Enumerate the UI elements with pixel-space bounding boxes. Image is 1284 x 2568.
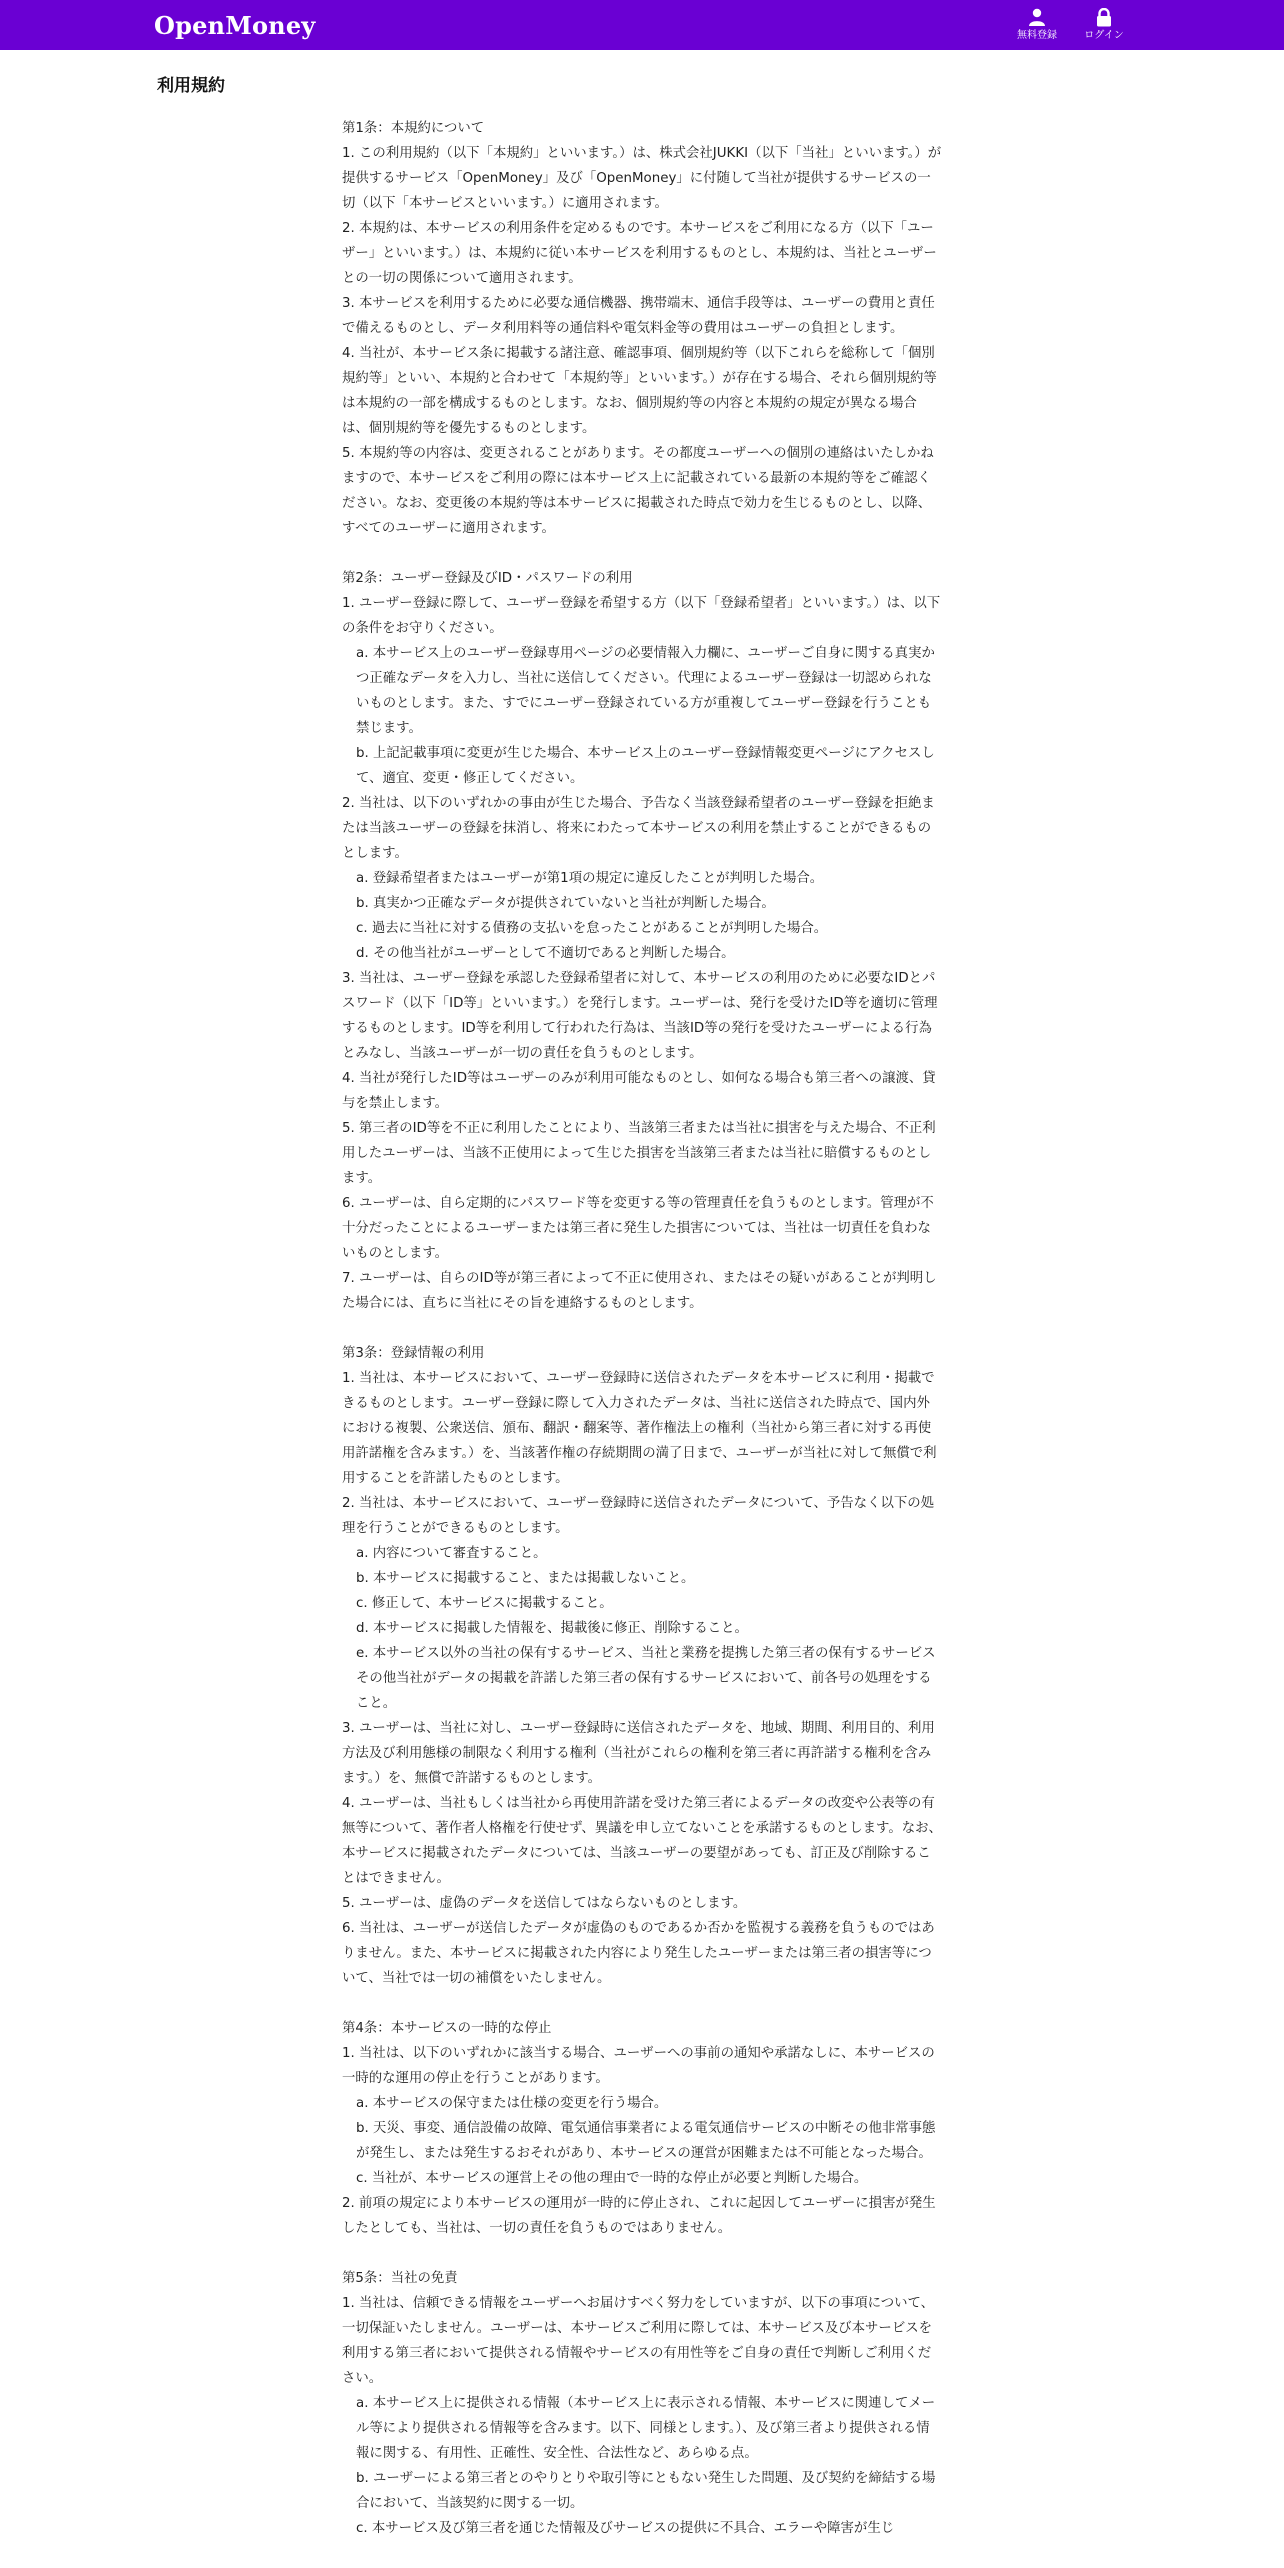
article-item: 2. 当社は、以下のいずれかの事由が生じた場合、予告なく当該登録希望者のユーザー登録を拒絶または当該ユーザーの登録を抹消し、将来にわたって本サービスの利用を禁止することができるものとします。	[342, 796, 935, 861]
article-item: 6. 当社は、ユーザーが送信したデータが虚偽のものであるか否かを監視する義務を負うものではありません。また、本サービスに掲載された内容により発生したユーザーまたは第三者の損害等について、当社では一切の補償をいたしません。	[342, 1921, 935, 1986]
article-subitem: b. 本サービスに掲載すること、または掲載しないこと。	[356, 1571, 695, 1586]
article-section	[342, 2266, 942, 2541]
article-item: 2. 本規約は、本サービスの利用条件を定めるものです。本サービスをご利用になる方（以下「ユーザー」といいます。）は、本規約に従い本サービスを利用するものとし、本規約は、当社とユーザーとの一切の関係について適用されます。	[342, 221, 937, 286]
article-subitem: c. 過去に当社に対する債務の支払いを怠ったことがあることが判明した場合。	[356, 921, 828, 936]
register-label: 無料登録	[1017, 30, 1057, 41]
article-item: 1. ユーザー登録に際して、ユーザー登録を希望する方（以下「登録希望者」といいます。）は、以下の条件をお守りください。	[342, 596, 941, 636]
article-section	[342, 2016, 942, 2241]
article-item: 5. 本規約等の内容は、変更されることがあります。その都度ユーザーへの個別の連絡はいたしかねますので、本サービスをご利用の際には本サービス上に記載されている最新の本規約等をご確認ください。なお、変更後の本規約等は本サービスに掲載された時点で効力を生じるものとし、以降、すべてのユーザーに適用されます。	[342, 446, 934, 536]
article-subitem: b. 天災、事変、通信設備の故障、電気通信事業者による電気通信サービスの中断その他非常事態が発生し、または発生するおそれがあり、本サービスの運営が困難または不可能となった場合。	[356, 2121, 936, 2161]
top-header	[0, 0, 1284, 50]
article-subitem: b. ユーザーによる第三者とのやりとりや取引等にともない発生した問題、及び契約を締結する場合において、当該契約に関する一切。	[356, 2471, 936, 2511]
article-title: 第3条：登録情報の利用	[342, 1346, 485, 1361]
page-title: 利用規約	[157, 76, 225, 96]
article-item: 3. 当社は、ユーザー登録を承認した登録希望者に対して、本サービスの利用のために必要なIDとパスワード（以下「ID等」といいます。）を発行します。ユーザーは、発行を受けたID等を適切に管理するものとします。ID等を利用して行われた行為は、当該ID等の発行を受けたユーザーによる行為とみなし、当該ユーザーが一切の責任を負うものとします。	[342, 971, 938, 1061]
article-title: 第5条：当社の免責	[342, 2271, 458, 2286]
article-subitem: c. 本サービス及び第三者を通じた情報及びサービスの提供に不具合、エラーや障害が生じ	[356, 2521, 895, 2536]
article-title: 第4条：本サービスの一時的な停止	[342, 2021, 552, 2036]
article-item: 2. 前項の規定により本サービスの運用が一時的に停止され、これに起因してユーザーに損害が発生したとしても、当社は、一切の責任を負うものではありません。	[342, 2196, 936, 2236]
article-title: 第1条：本規約について	[342, 121, 485, 136]
article-subitem: e. 本サービス以外の当社の保有するサービス、当社と業務を提携した第三者の保有するサービスその他当社がデータの掲載を許諾した第三者の保有するサービスにおいて、前各号の処理をすること。	[356, 1646, 936, 1711]
article-subitem: b. 上記記載事項に変更が生じた場合、本サービス上のユーザー登録情報変更ページにアクセスして、適宜、変更・修正してください。	[356, 746, 935, 786]
login-label: ログイン	[1084, 30, 1124, 41]
login-button[interactable]	[1074, 8, 1134, 44]
user-icon	[1007, 8, 1067, 27]
article-subitem: b. 真実かつ正確なデータが提供されていないと当社が判断した場合。	[356, 896, 775, 911]
article-section	[342, 566, 942, 1316]
terms-content	[342, 116, 942, 2566]
article-item: 2. 当社は、本サービスにおいて、ユーザー登録時に送信されたデータについて、予告なく以下の処理を行うことができるものとします。	[342, 1496, 935, 1536]
article-subitem: c. 当社が、本サービスの運営上その他の理由で一時的な停止が必要と判断した場合。	[356, 2171, 868, 2186]
article-subitem: a. 本サービス上のユーザー登録専用ページの必要情報入力欄に、ユーザーご自身に関する真実かつ正確なデータを入力し、当社に送信してください。代理によるユーザー登録は一切認められないものとします。また、すでにユーザー登録されている方が重複してユーザー登録を行うことも禁じます。	[356, 646, 935, 736]
register-button[interactable]	[1007, 8, 1067, 44]
article-item: 3. ユーザーは、当社に対し、ユーザー登録時に送信されたデータを、地域、期間、利用目的、利用方法及び利用態様の制限なく利用する権利（当社がこれらの権利を第三者に再許諾する権利を含みます。）を、無償で許諾するものとします。	[342, 1721, 935, 1786]
article-item: 1. 当社は、以下のいずれかに該当する場合、ユーザーへの事前の通知や承諾なしに、本サービスの一時的な運用の停止を行うことがあります。	[342, 2046, 935, 2086]
article-item: 6. ユーザーは、自ら定期的にパスワード等を変更する等の管理責任を負うものとします。管理が不十分だったことによるユーザーまたは第三者に発生した損害については、当社は一切責任を負わないものとします。	[342, 1196, 934, 1261]
article-item: 1. 当社は、本サービスにおいて、ユーザー登録時に送信されたデータを本サービスに利用・掲載できるものとします。ユーザー登録に際して入力されたデータは、当社に送信された時点で、国内外における複製、公衆送信、頒布、翻訳・翻案等、著作権法上の権利（当社から第三者に対する再使用許諾権を含みます。）を、当該著作権の存続期間の満了日まで、ユーザーが当社に対して無償で利用することを許諾したものとします。	[342, 1371, 937, 1486]
article-item: 3. 本サービスを利用するために必要な通信機器、携帯端末、通信手段等は、ユーザーの費用と責任で備えるものとし、データ利用料等の通信料や電気料金等の費用はユーザーの負担とします。	[342, 296, 935, 336]
article-item: 7. ユーザーは、自らのID等が第三者によって不正に使用され、またはその疑いがあることが判明した場合には、直ちに当社にその旨を連絡するものとします。	[342, 1271, 937, 1311]
logo[interactable]: OpenMoney	[154, 11, 316, 40]
article-subitem: a. 本サービスの保守または仕様の変更を行う場合。	[356, 2096, 668, 2111]
article-subitem: c. 修正して、本サービスに掲載すること。	[356, 1596, 613, 1611]
article-item: 5. ユーザーは、虚偽のデータを送信してはならないものとします。	[342, 1896, 747, 1911]
article-item: 1. この利用規約（以下「本規約」といいます。）は、株式会社JUKKI（以下「当社」といいます。）が提供するサービス「OpenMoney」及び「OpenMoney」に付随して当社が提供するサービスの一切（以下「本サービスといいます。）に適用されます。	[342, 146, 942, 211]
article-subitem: d. 本サービスに掲載した情報を、掲載後に修正、削除すること。	[356, 1621, 748, 1636]
lock-icon	[1074, 8, 1134, 27]
article-item: 5. 第三者のID等を不正に利用したことにより、当該第三者または当社に損害を与えた場合、不正利用したユーザーは、当該不正使用によって生じた損害を当該第三者または当社に賠償するものとします。	[342, 1121, 936, 1186]
article-section	[342, 116, 942, 541]
article-item: 4. 当社が発行したID等はユーザーのみが利用可能なものとし、如何なる場合も第三者への譲渡、貸与を禁止します。	[342, 1071, 936, 1111]
article-item: 1. 当社は、信頼できる情報をユーザーへお届けすべく努力をしていますが、以下の事項について、一切保証いたしません。ユーザーは、本サービスご利用に際しては、本サービス及び本サービスを利用する第三者において提供される情報やサービスの有用性等をご自身の責任で判断しご利用ください。	[342, 2296, 935, 2386]
article-section	[342, 1341, 942, 1991]
article-item: 4. ユーザーは、当社もしくは当社から再使用許諾を受けた第三者によるデータの改変や公表等の有無等について、著作者人格権を行使せず、異議を申し立てないことを承諾するものとします。なお、本サービスに掲載されたデータについては、当該ユーザーの要望があっても、訂正及び削除することはできません。	[342, 1796, 942, 1886]
article-subitem: a. 内容について審査すること。	[356, 1546, 547, 1561]
article-subitem: a. 登録希望者またはユーザーが第1項の規定に違反したことが判明した場合。	[356, 871, 824, 886]
article-item: 4. 当社が、本サービス条に掲載する諸注意、確認事項、個別規約等（以下これらを総称して「個別規約等」といい、本規約と合わせて「本規約等」といいます。）が存在する場合、それら個別規約等は本規約の一部を構成するものとします。なお、個別規約等の内容と本規約の規定が異なる場合は、個別規約等を優先するものとします。	[342, 346, 937, 436]
article-title: 第2条：ユーザー登録及びID・パスワードの利用	[342, 571, 633, 586]
article-subitem: d. その他当社がユーザーとして不適切であると判断した場合。	[356, 946, 735, 961]
article-subitem: a. 本サービス上に提供される情報（本サービス上に表示される情報、本サービスに関連してメール等により提供される情報等を含みます。以下、同様とします。）、及び第三者より提供される情報に関する、有用性、正確性、安全性、合法性など、あらゆる点。	[356, 2396, 936, 2461]
